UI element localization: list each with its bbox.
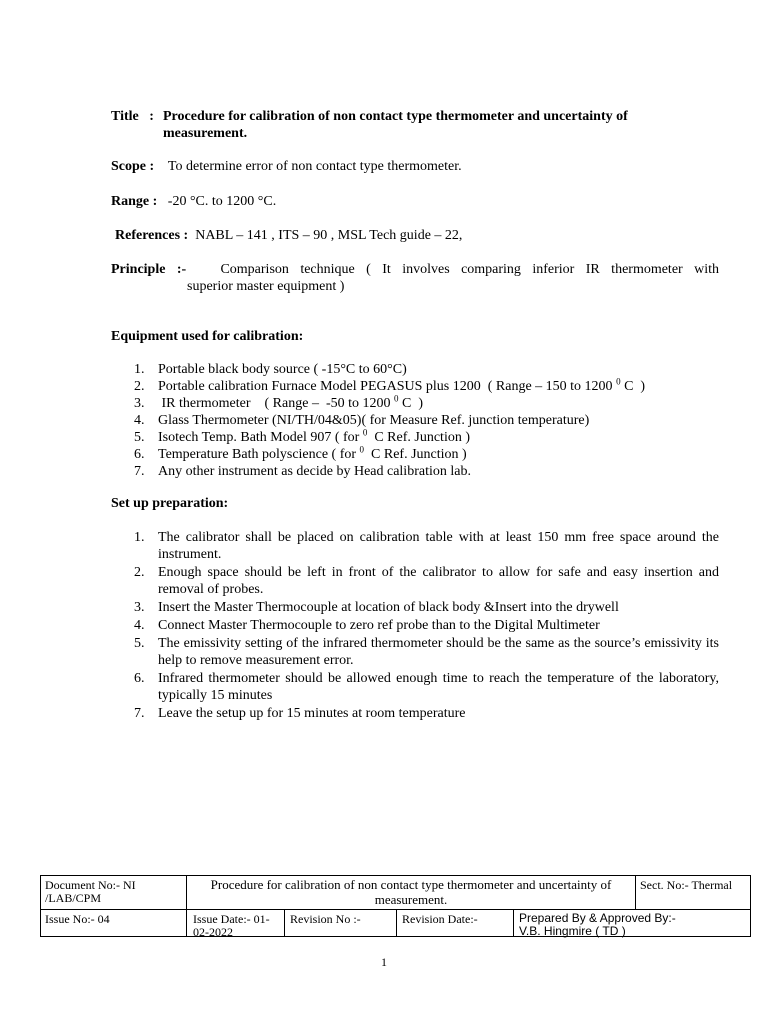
list-item-number: 2. bbox=[134, 565, 145, 580]
scope-text: To determine error of non contact type thermometer. bbox=[167, 159, 462, 174]
equipment-list bbox=[134, 361, 719, 480]
references-section bbox=[115, 227, 723, 244]
list-item-text: Enough space should be left in front of the calibrator to allow for safe and easy insertion and removal of probes. bbox=[158, 565, 719, 597]
list-item-number: 4. bbox=[134, 413, 145, 428]
list-item-number: 5. bbox=[134, 636, 145, 651]
range-section bbox=[111, 193, 719, 210]
list-item-text-pre: Isotech Temp. Bath Model 907 ( for bbox=[158, 430, 363, 445]
list-item-text bbox=[158, 395, 719, 412]
page-number: 1 bbox=[381, 955, 387, 969]
list-item bbox=[134, 378, 719, 395]
list-item-text-post: C Ref. Junction ) bbox=[364, 447, 467, 462]
list-item-text: Connect Master Thermocouple to zero ref probe than to the Digital Multimeter bbox=[158, 618, 600, 633]
footer-issue-no: Issue No:- 04 bbox=[45, 912, 110, 926]
list-item-text-pre: IR thermometer ( Range – -50 to 1200 bbox=[158, 396, 395, 411]
range-text: -20 °C. to 1200 °C. bbox=[167, 194, 277, 209]
footer-prepared-by bbox=[519, 912, 749, 938]
footer-sect-no: Sect. No:- Thermal bbox=[640, 878, 733, 892]
list-item-number: 6. bbox=[134, 447, 145, 462]
list-item-text-post: C ) bbox=[620, 379, 646, 394]
references-text: NABL – 141 , ITS – 90 , MSL Tech guide – 22, bbox=[195, 228, 463, 243]
principle-text-line2: superior master equipment ) bbox=[187, 279, 345, 294]
list-item bbox=[134, 446, 719, 463]
list-item-text: Portable black body source ( -15°C to 60°C) bbox=[158, 362, 407, 377]
list-item-text: Insert the Master Thermocouple at location of black body &Insert into the drywell bbox=[158, 600, 619, 615]
footer-col-divider bbox=[284, 910, 285, 936]
degree-superscript: 0 bbox=[362, 427, 368, 438]
list-item-number: 2. bbox=[134, 379, 145, 394]
list-item-number: 5. bbox=[134, 430, 145, 445]
list-item bbox=[134, 463, 719, 480]
list-item-text: Glass Thermometer (NI/TH/04&05)( for Measure Ref. junction temperature) bbox=[158, 413, 590, 428]
footer-col-divider bbox=[635, 876, 636, 910]
principle-text-line1: Comparison technique ( It involves comparing inferior IR thermometer with bbox=[220, 262, 720, 277]
title-text-line2: measurement. bbox=[163, 126, 248, 141]
title-text-line1: Procedure for calibration of non contact type thermometer and uncertainty of bbox=[163, 109, 628, 124]
references-label: References : bbox=[115, 228, 189, 243]
list-item bbox=[134, 429, 719, 446]
list-item-number: 7. bbox=[134, 706, 145, 721]
setup-list bbox=[134, 529, 719, 723]
list-item-number: 4. bbox=[134, 618, 145, 633]
list-item bbox=[134, 395, 719, 412]
list-item bbox=[134, 705, 719, 722]
footer-doc-no: Document No:- NI /LAB/CPM bbox=[45, 878, 136, 905]
scope-label: Scope : bbox=[111, 159, 155, 174]
list-item-text: Any other instrument as decide by Head calibration lab. bbox=[158, 464, 471, 479]
title-label: Title : bbox=[111, 109, 154, 124]
title-section bbox=[111, 108, 719, 142]
principle-section bbox=[111, 261, 719, 295]
list-item-number: 6. bbox=[134, 671, 145, 686]
degree-superscript: 0 bbox=[394, 393, 399, 404]
setup-heading: Set up preparation: bbox=[111, 496, 229, 511]
footer-revision-no: Revision No :- bbox=[290, 912, 361, 926]
list-item-number: 7. bbox=[134, 464, 145, 479]
list-item-text: The calibrator shall be placed on calibration table with at least 150 mm free space around the instrument. bbox=[158, 530, 719, 562]
list-item-number: 1. bbox=[134, 530, 145, 545]
degree-superscript: 0 bbox=[616, 376, 621, 387]
list-item bbox=[134, 564, 719, 598]
list-item-number: 3. bbox=[134, 600, 145, 615]
list-item-number: 3. bbox=[134, 396, 145, 411]
list-item bbox=[134, 361, 719, 378]
list-item-text bbox=[158, 378, 719, 395]
list-item bbox=[134, 412, 719, 429]
list-item-text-post: C ) bbox=[398, 396, 424, 411]
list-item-text-pre: Temperature Bath polyscience ( for bbox=[158, 447, 360, 462]
list-item-number: 1. bbox=[134, 362, 145, 377]
footer-prepared-label: Prepared By & Approved By:- bbox=[519, 911, 676, 925]
list-item bbox=[134, 635, 719, 669]
footer-title: Procedure for calibration of non contact type thermometer and uncertainty of measurement. bbox=[210, 877, 612, 907]
list-item-text bbox=[158, 446, 719, 463]
range-label: Range : bbox=[111, 194, 158, 209]
degree-superscript: 0 bbox=[359, 444, 365, 455]
list-item-text: The emissivity setting of the infrared thermometer should be the same as the source’s emissivity its help to remove measurement error. bbox=[158, 636, 719, 668]
footer-revision-date: Revision Date:- bbox=[402, 912, 478, 926]
footer-prepared-name: V.B. Hingmire ( TD ) bbox=[519, 924, 626, 938]
equipment-heading: Equipment used for calibration: bbox=[111, 329, 304, 344]
principle-label: Principle :- bbox=[111, 262, 187, 277]
list-item-text: Infrared thermometer should be allowed enough time to reach the temperature of the laboratory, typically 15 minutes bbox=[158, 671, 719, 703]
list-item bbox=[134, 617, 719, 634]
footer-col-divider bbox=[396, 910, 397, 936]
footer-issue-date: Issue Date:- 01-02-2022 bbox=[193, 912, 270, 939]
scope-section bbox=[111, 158, 719, 175]
footer-col-divider bbox=[186, 876, 187, 936]
list-item-text: Leave the setup up for 15 minutes at room temperature bbox=[158, 706, 466, 721]
list-item bbox=[134, 529, 719, 563]
footer-col-divider bbox=[513, 910, 514, 936]
list-item-text bbox=[158, 429, 719, 446]
list-item-text-post: C Ref. Junction ) bbox=[367, 430, 470, 445]
footer-table bbox=[40, 875, 751, 937]
list-item bbox=[134, 670, 719, 704]
list-item bbox=[134, 599, 719, 616]
list-item-text-pre: Portable calibration Furnace Model PEGASUS plus 1200 ( Range – 150 to 1200 bbox=[158, 379, 617, 394]
